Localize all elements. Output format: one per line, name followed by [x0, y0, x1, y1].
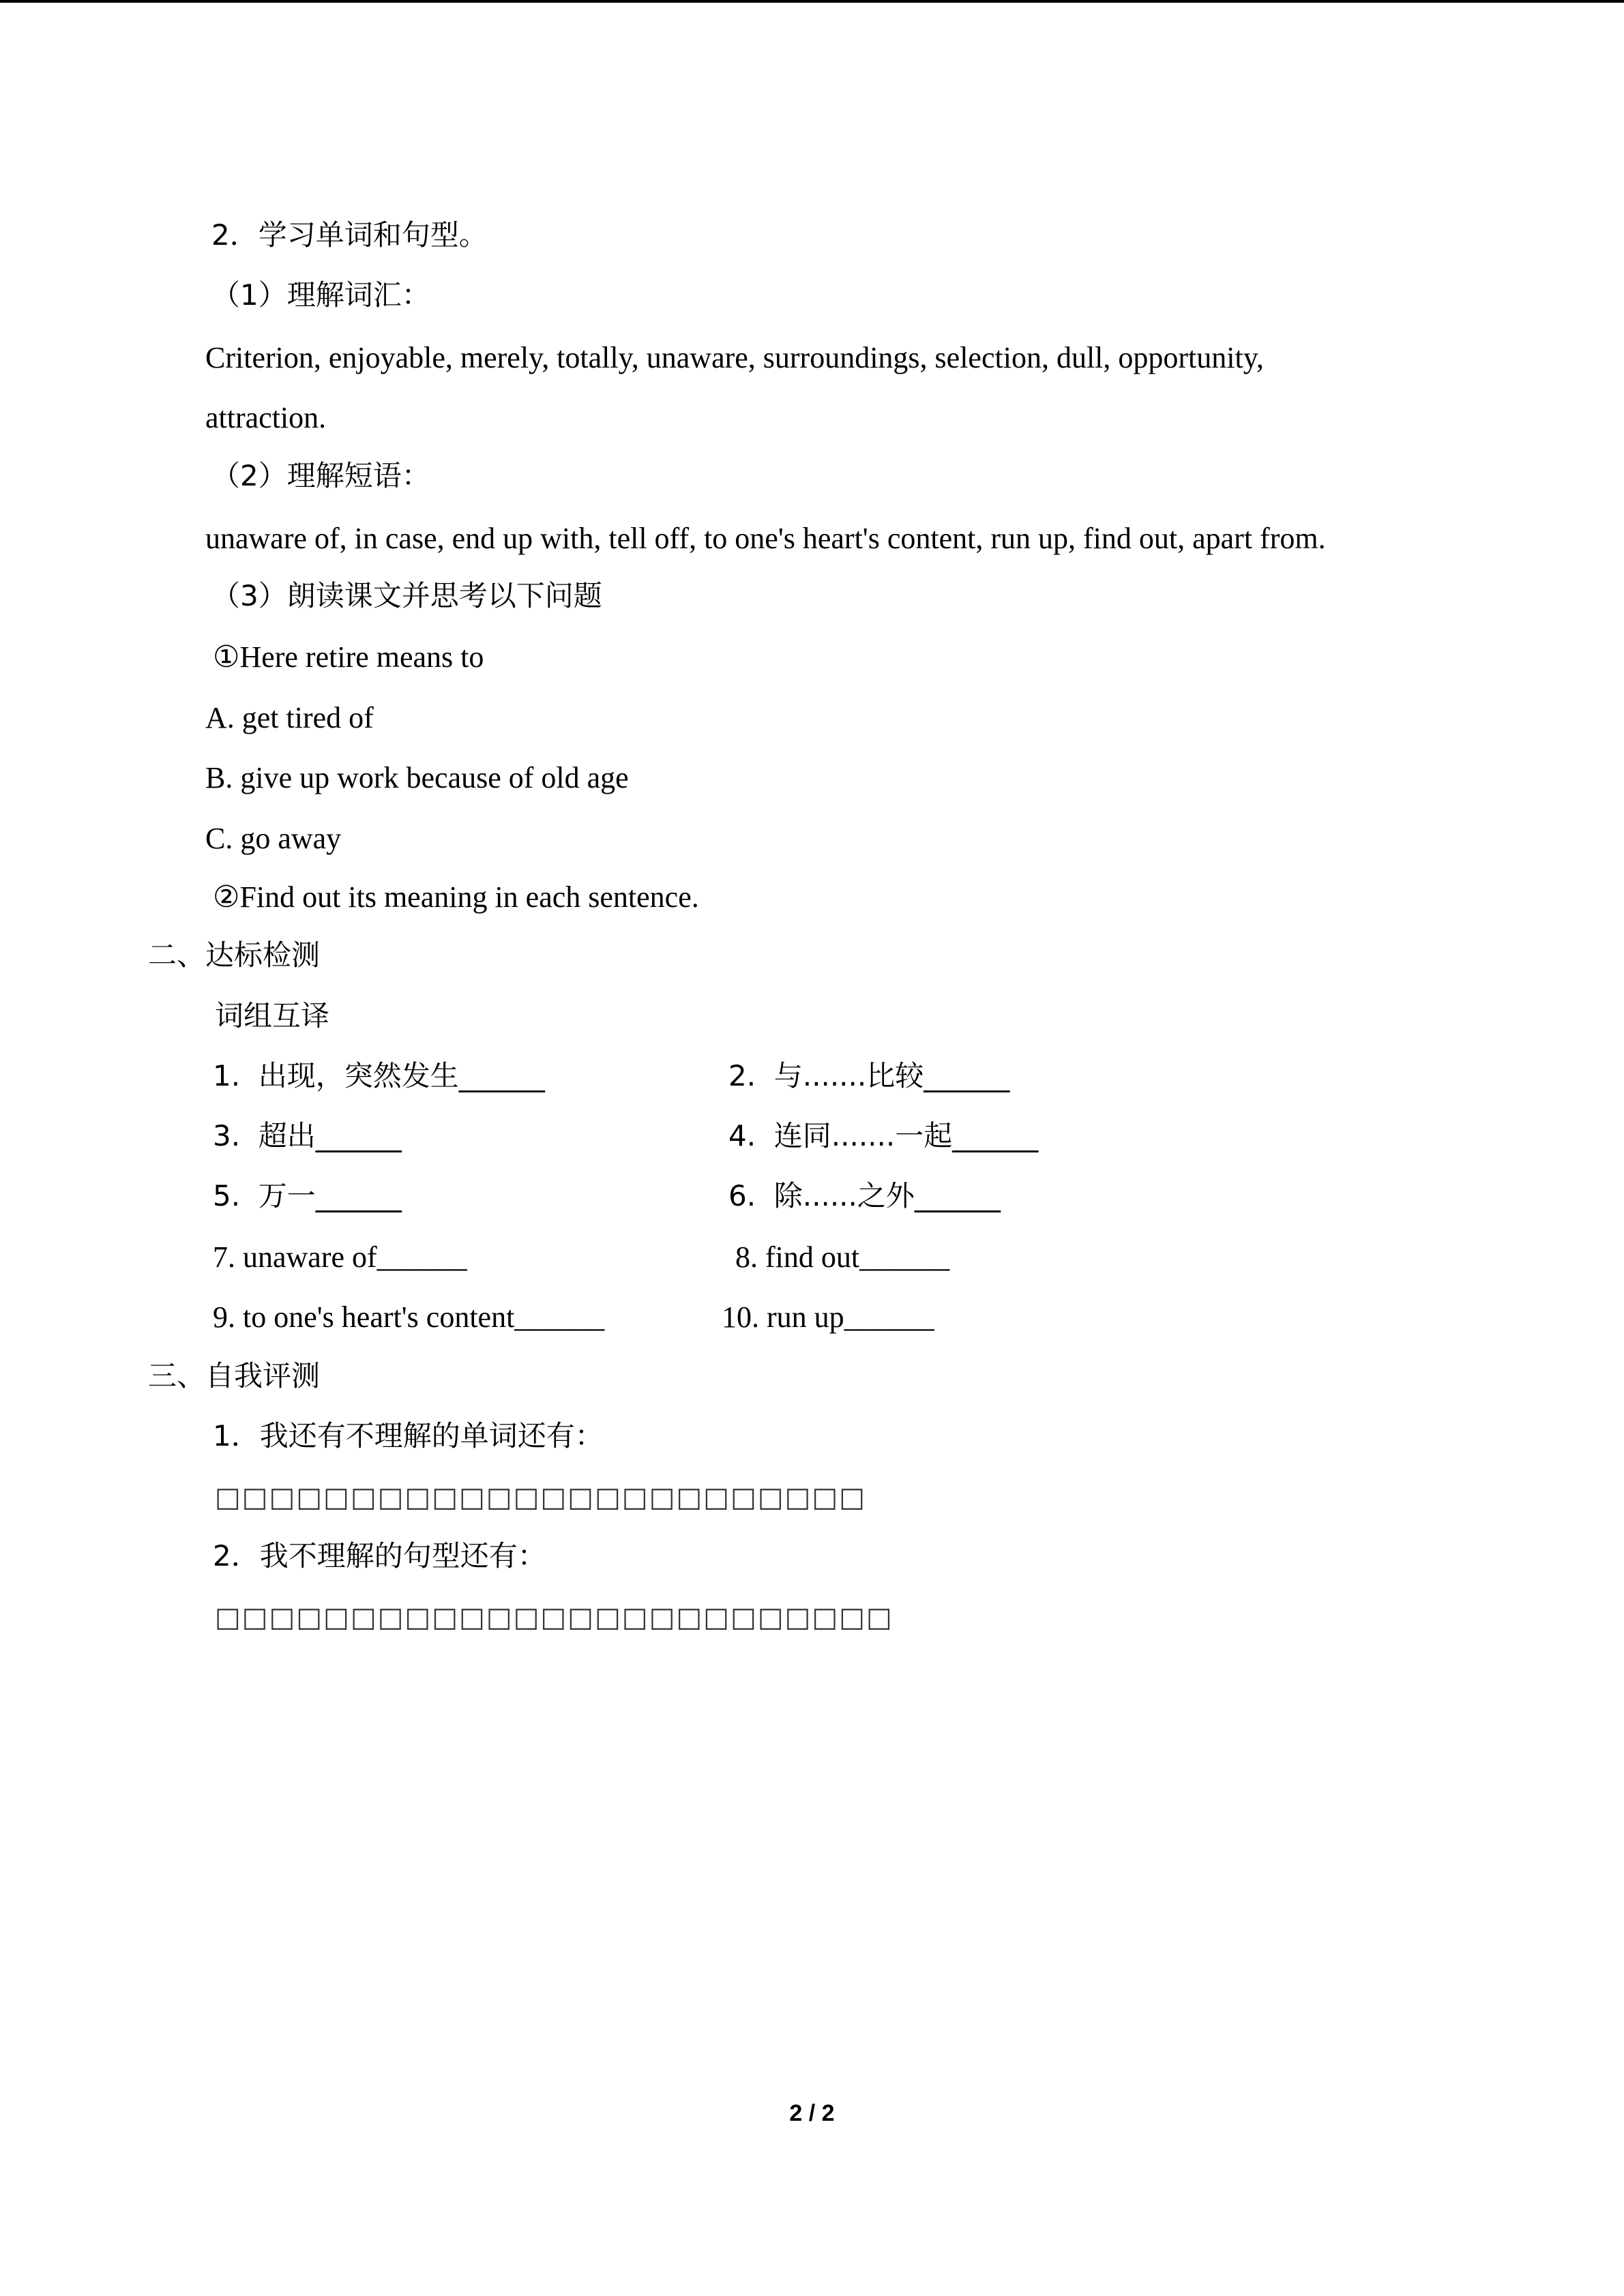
translate-item: 2. 与.......比较______ [728, 1059, 1010, 1092]
study-heading: 2．学习单词和句型。 [211, 218, 488, 252]
answer-boxes-2: □□□□□□□□□□□□□□□□□□□□□□□□□ [215, 1602, 894, 1633]
vocab-line-2: attraction. [205, 401, 327, 434]
question-2: ②Find out its meaning in each sentence. [213, 880, 699, 914]
question-1: ①Here retire means to [213, 640, 484, 674]
option-c: C. go away [205, 822, 342, 855]
section-3-heading: 三、自我评测 [148, 1359, 321, 1392]
self-check-1: 1．我还有不理解的单词还有： [213, 1419, 604, 1452]
translate-item: 6. 除......之外______ [728, 1179, 1001, 1212]
translate-item: 3. 超出______ [213, 1119, 402, 1152]
translate-item: 9. to one's heart's content______ [213, 1300, 605, 1334]
page-number: 2 / 2 [789, 2100, 835, 2126]
vocab-label: （1）理解词汇： [211, 278, 430, 312]
reading-label: （3）朗读课文并思考以下问题 [211, 579, 602, 612]
phrase-line: unaware of, in case, end up with, tell off, to one's heart's content, run up, find out, apart from. [205, 522, 1326, 555]
translate-label: 词组互译 [215, 999, 330, 1032]
vocab-line-1: Criterion, enjoyable, merely, totally, unaware, surroundings, selection, dull, opportunity, [205, 341, 1264, 374]
self-check-2: 2．我不理解的句型还有： [213, 1539, 546, 1572]
translate-item: 8. find out______ [735, 1240, 950, 1274]
translate-item: 4. 连同.......一起______ [728, 1119, 1039, 1152]
translate-item: 1. 出现，突然发生______ [213, 1059, 545, 1092]
translate-item: 5. 万一______ [213, 1179, 402, 1212]
page-top-border [0, 0, 1624, 3]
translate-item: 7. unaware of______ [213, 1240, 467, 1274]
translate-item: 10. run up______ [722, 1300, 934, 1334]
option-a: A. get tired of [205, 701, 374, 734]
section-2-heading: 二、达标检测 [148, 938, 321, 972]
answer-boxes-1: □□□□□□□□□□□□□□□□□□□□□□□□ [215, 1482, 867, 1513]
phrase-label: （2）理解短语： [211, 459, 430, 492]
option-b: B. give up work because of old age [205, 761, 629, 794]
